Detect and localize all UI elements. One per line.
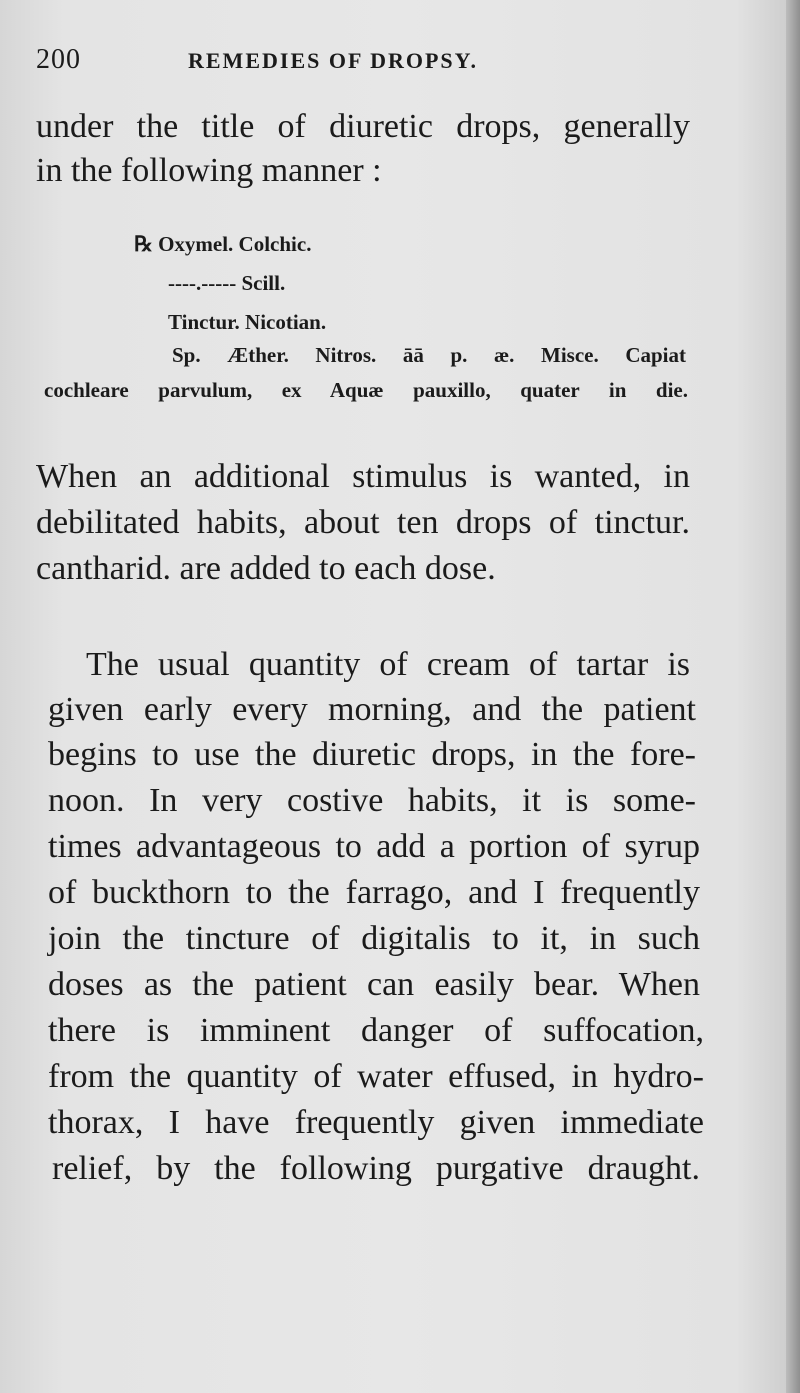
text-line: of buckthorn to the farrago, and I frequently: [48, 874, 700, 911]
text-line: given early every morning, and the patient: [48, 691, 696, 728]
text-line: relief, by the following purgative draught.: [52, 1150, 700, 1187]
text-line: doses as the patient can easily bear. When: [48, 966, 700, 1003]
prescription-line: ℞ Oxymel. Colchic.: [134, 232, 312, 256]
prescription-line: ----.----- Scill.: [168, 271, 286, 295]
text-line: times advantageous to add a portion of syrup: [48, 828, 700, 865]
prescription-line: cochleare parvulum, ex Aquæ pauxillo, quater in die.: [44, 378, 688, 402]
text-line: there is imminent danger of suffocation,: [48, 1012, 704, 1049]
text-line: join the tincture of digitalis to it, in such: [48, 920, 700, 957]
page-edge-shadow: [786, 0, 800, 1393]
text-line: noon. In very costive habits, it is some-: [48, 782, 696, 819]
text-line: The usual quantity of cream of tartar is: [86, 646, 690, 683]
page-number: 200: [36, 44, 81, 75]
intro-line: under the title of diuretic drops, generally: [36, 108, 690, 145]
running-head: REMEDIES OF DROPSY.: [188, 48, 479, 73]
text-line: begins to use the diuretic drops, in the fore-: [48, 736, 696, 773]
prescription-line: Sp. Æther. Nitros. āā p. æ. Misce. Capiat: [172, 343, 686, 367]
intro-line: in the following manner :: [36, 152, 382, 189]
text-line: cantharid. are added to each dose.: [36, 550, 496, 587]
text-line: thorax, I have frequently given immediate: [48, 1104, 704, 1141]
text-line: from the quantity of water effused, in hydro-: [48, 1058, 704, 1095]
prescription-line: Tinctur. Nicotian.: [168, 310, 327, 334]
page-header: [36, 44, 736, 84]
text-line: debilitated habits, about ten drops of tinctur.: [36, 504, 690, 541]
text-line: When an additional stimulus is wanted, in: [36, 458, 690, 495]
